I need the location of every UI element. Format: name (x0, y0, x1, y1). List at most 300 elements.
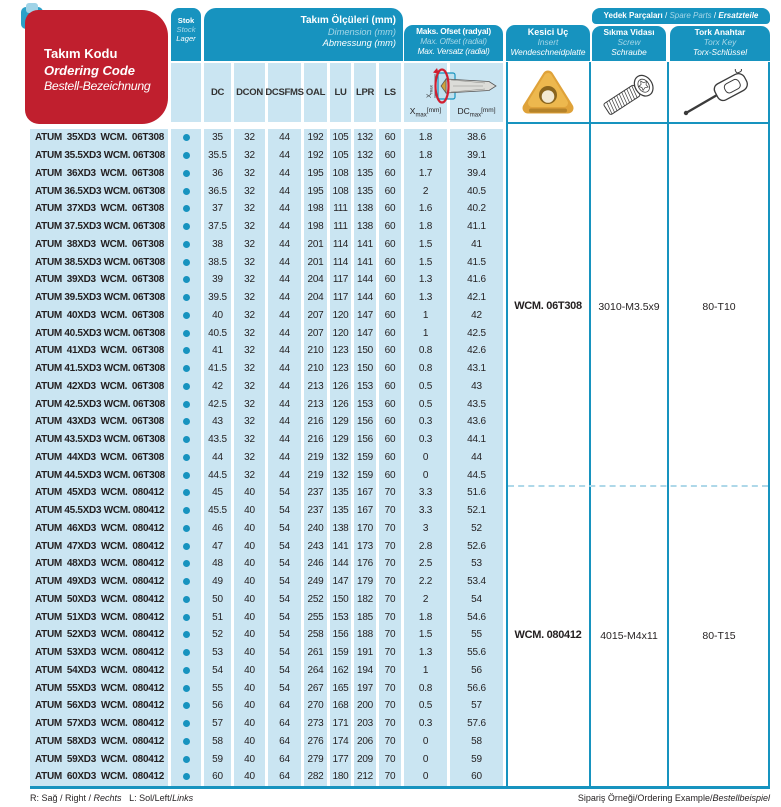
dimension-value-cell: 249 (307, 576, 324, 588)
ordering-code-cell: ATUM 40XD3 WCM. 06T308 (35, 309, 164, 321)
dimension-value-cell: 0.3 (418, 416, 433, 428)
dimension-value-cell: 156 (332, 629, 349, 641)
dimension-value-cell: 201 (307, 238, 324, 250)
dimension-value-cell: 53 (471, 558, 482, 570)
svg-text:Xmax: $X_{max}$ (426, 85, 434, 98)
dimension-value-cell: 32 (244, 469, 255, 481)
stock-dot (171, 507, 201, 514)
dimension-value-cell: 39.5 (208, 292, 227, 304)
dimension-value-cell: 150 (332, 593, 349, 605)
dimension-value-cell: 141 (356, 256, 374, 268)
dimension-value-cell: 38.6 (467, 132, 486, 144)
dimension-value-cell: 70 (384, 753, 396, 765)
dimension-value-cell: 41.1 (467, 221, 486, 233)
max-offset-diagram-icon (423, 64, 501, 108)
stock-dot (171, 454, 201, 461)
dimension-value-cell: 132 (356, 132, 374, 144)
dimension-value-cell: 54.6 (467, 611, 486, 623)
dimension-value-cell: 132 (332, 469, 349, 481)
dimension-value-cell: 0 (422, 469, 429, 481)
dimension-value-cell: 135 (356, 167, 374, 179)
column-header-dcon (234, 63, 265, 122)
dimension-value-cell: 60 (384, 398, 396, 410)
stock-subheader-cell (171, 63, 201, 122)
dimension-value-cell: 2.2 (418, 576, 433, 588)
stock-dot (171, 738, 201, 745)
dimension-value-cell: 60 (384, 380, 396, 392)
dimension-value-cell: 36 (212, 167, 223, 179)
table-row (30, 502, 503, 520)
dimension-value-cell: 51.6 (467, 487, 486, 499)
dimension-value-cell: 114 (332, 238, 349, 250)
dimension-value-cell: 43 (471, 380, 482, 392)
dimension-value-cell: 45.5 (208, 505, 227, 517)
dimension-value-cell: 36.5 (208, 185, 227, 197)
dimension-value-cell: 60 (384, 451, 396, 463)
dimension-value-cell: 54 (279, 505, 290, 517)
dimension-value-cell: 0 (422, 451, 429, 463)
dimension-value-cell: 1 (422, 664, 429, 676)
dimension-value-cell: 0.3 (418, 718, 433, 730)
dimension-value-cell: 40 (244, 771, 255, 783)
stock-dot (171, 720, 201, 727)
dimension-value-cell: 44 (279, 416, 290, 428)
dimension-value-cell: 255 (307, 611, 324, 623)
dimension-value-cell: 129 (332, 434, 349, 446)
stock-dot (171, 543, 201, 550)
spare-parts-label-de: Ersatzteile (718, 11, 759, 20)
dimension-value-cell: 44 (279, 398, 290, 410)
dimension-value-cell: 52.1 (467, 505, 486, 517)
table-row (30, 466, 503, 484)
dimension-value-cell: 108 (332, 185, 349, 197)
dimension-value-cell: 167 (356, 487, 374, 499)
dimension-value-cell: 135 (332, 487, 349, 499)
stock-label-tr: Stok (177, 16, 195, 25)
group1-torx-key-code: 80-T10 (702, 301, 736, 313)
dimension-value-cell: 70 (384, 505, 396, 517)
dimension-value-cell: 3.3 (418, 505, 433, 517)
dimension-value-cell: 147 (356, 309, 374, 321)
dimensions-label-en: Dimension (mm) (327, 27, 396, 37)
dimension-value-cell: 40 (244, 593, 255, 605)
stock-dot (171, 330, 201, 337)
dimension-value-cell: 120 (332, 327, 349, 339)
dimension-value-cell: 32 (244, 274, 255, 286)
table-row (30, 395, 503, 413)
ordering-code-cell: ATUM 36XD3 WCM. 06T308 (35, 167, 164, 179)
oal-label: OAL (305, 87, 326, 98)
dimension-value-cell: 57 (471, 700, 482, 712)
dimension-value-cell: 108 (332, 167, 349, 179)
group-divider-dashed-line (508, 485, 768, 487)
dimension-value-cell: 58 (212, 735, 223, 747)
stock-dot (171, 241, 201, 248)
stock-dot (171, 418, 201, 425)
dimension-value-cell: 40 (244, 576, 255, 588)
dimension-value-cell: 60 (384, 167, 396, 179)
dimension-value-cell: 153 (356, 380, 374, 392)
stock-dot (171, 472, 201, 479)
dimension-value-cell: 40 (212, 309, 223, 321)
stock-dot (171, 312, 201, 319)
dimension-value-cell: 282 (307, 771, 324, 783)
table-row (30, 129, 503, 147)
stock-dot (171, 667, 201, 674)
dimension-value-cell: 54 (279, 682, 290, 694)
dimension-value-cell: 43.5 (467, 398, 486, 410)
screw-icon (601, 71, 659, 117)
dimension-value-cell: 111 (333, 221, 348, 233)
dimension-value-cell: 43 (212, 416, 223, 428)
dimension-value-cell: 55 (212, 682, 223, 694)
dimension-value-cell: 40 (244, 558, 255, 570)
dimension-value-cell: 39 (212, 274, 223, 286)
dcsfms-label: DCSFMS (265, 87, 304, 98)
dimension-value-cell: 32 (244, 238, 255, 250)
dimension-value-cell: 153 (356, 398, 374, 410)
table-row (30, 342, 503, 360)
table-row (30, 289, 503, 307)
dimension-value-cell: 40 (244, 522, 255, 534)
dimension-value-cell: 44 (279, 150, 290, 162)
dimension-value-cell: 197 (356, 682, 374, 694)
dimension-value-cell: 70 (384, 700, 396, 712)
dimension-value-cell: 1.3 (418, 274, 433, 286)
dimension-value-cell: 54 (279, 664, 290, 676)
dimension-value-cell: 141 (356, 238, 374, 250)
dimension-value-cell: 191 (356, 647, 374, 659)
dimension-value-cell: 159 (332, 647, 349, 659)
dimension-value-cell: 32 (244, 416, 255, 428)
insert-header (506, 25, 590, 61)
dimension-value-cell: 42.6 (467, 345, 486, 357)
column-header-lu (330, 63, 351, 122)
dimension-value-cell: 192 (307, 132, 324, 144)
torx-key-label-tr: Tork Anahtar (694, 27, 746, 37)
dimension-value-cell: 0 (422, 753, 429, 765)
insert-column-left-border (506, 62, 508, 788)
spare-parts-header (592, 8, 770, 24)
stock-dot (171, 773, 201, 780)
ordering-code-cell: ATUM 42XD3 WCM. 06T308 (35, 380, 164, 392)
dimension-value-cell: 3 (422, 522, 429, 534)
dimension-value-cell: 52 (471, 522, 482, 534)
dimension-value-cell: 32 (244, 380, 255, 392)
dimension-value-cell: 32 (244, 327, 255, 339)
dimension-value-cell: 195 (307, 185, 324, 197)
ordering-code-cell: ATUM 45XD3 WCM. 080412 (35, 487, 164, 499)
separator: / (711, 11, 719, 20)
dimension-value-cell: 70 (384, 593, 396, 605)
dimension-value-cell: 70 (384, 647, 396, 659)
dimension-value-cell: 57.6 (467, 718, 486, 730)
dimension-value-cell: 168 (332, 700, 349, 712)
dimension-value-cell: 153 (332, 611, 349, 623)
dimension-value-cell: 64 (279, 718, 290, 730)
dimension-value-cell: 204 (307, 292, 324, 304)
dimension-value-cell: 40 (244, 487, 255, 499)
dimension-value-cell: 170 (356, 522, 374, 534)
dimension-value-cell: 219 (307, 469, 324, 481)
dimension-value-cell: 44 (279, 221, 290, 233)
dimension-value-cell: 1.5 (418, 256, 433, 268)
dimension-value-cell: 51 (212, 611, 223, 623)
stock-dot (171, 702, 201, 709)
dimension-value-cell: 41 (471, 238, 482, 250)
ordering-code-cell: ATUM 49XD3 WCM. 080412 (35, 576, 164, 588)
stock-label-en: Stock (176, 25, 196, 35)
dimension-value-cell: 207 (307, 309, 324, 321)
screw-label-en: Screw (617, 36, 641, 47)
table-row (30, 750, 503, 768)
ordering-code-cell: ATUM 36.5XD3 WCM. 06T308 (35, 185, 165, 197)
dimension-value-cell: 48 (212, 558, 223, 570)
xmax-label: $X_{max}[mm]$ (409, 106, 442, 119)
table-row (30, 662, 503, 680)
ordering-code-cell: ATUM 48XD3 WCM. 080412 (35, 558, 164, 570)
lpr-label: LPR (355, 87, 375, 98)
table-row (30, 253, 503, 271)
dimension-value-cell: 60 (384, 309, 396, 321)
dimension-value-cell: 44 (279, 167, 290, 179)
dimension-value-cell: 60 (384, 469, 396, 481)
stock-dot (171, 489, 201, 496)
dimension-value-cell: 64 (279, 735, 290, 747)
column-header-dc (204, 63, 231, 122)
dimension-value-cell: 126 (332, 380, 349, 392)
dimension-value-cell: 156 (356, 434, 374, 446)
dimension-value-cell: 0 (422, 771, 429, 783)
dimension-value-cell: 198 (307, 203, 324, 215)
ordering-code-cell: ATUM 43.5XD3 WCM. 06T308 (35, 434, 165, 446)
dimension-value-cell: 40 (244, 700, 255, 712)
dimension-value-cell: 0.5 (418, 398, 433, 410)
dimension-value-cell: 204 (307, 274, 324, 286)
ordering-code-cell: ATUM 50XD3 WCM. 080412 (35, 593, 164, 605)
dimension-value-cell: 2 (422, 185, 429, 197)
dimension-value-cell: 54 (279, 558, 290, 570)
dimension-value-cell: 206 (356, 735, 374, 747)
stock-dot (171, 436, 201, 443)
dimension-value-cell: 60 (384, 363, 396, 375)
table-row (30, 360, 503, 378)
dimension-value-cell: 240 (307, 522, 324, 534)
dimension-value-cell: 123 (332, 363, 349, 375)
dimension-value-cell: 1.8 (418, 221, 433, 233)
dimension-value-cell: 176 (356, 558, 374, 570)
dimension-value-cell: 1.8 (418, 132, 433, 144)
dimension-value-cell: 0.5 (418, 700, 433, 712)
dimension-value-cell: 64 (279, 753, 290, 765)
torx-key-label-en: Torx Key (703, 36, 737, 47)
dimension-value-cell: 55 (471, 629, 482, 641)
stock-dot (171, 365, 201, 372)
dimension-value-cell: 60 (471, 771, 482, 783)
stock-label-de: Lager (176, 34, 196, 44)
dimension-value-cell: 32 (244, 292, 255, 304)
dimension-value-cell: 59 (212, 753, 223, 765)
ordering-code-cell: ATUM 41XD3 WCM. 06T308 (35, 345, 164, 357)
ordering-code-cell: ATUM 54XD3 WCM. 080412 (35, 664, 164, 676)
dimension-value-cell: 60 (384, 345, 396, 357)
dimension-value-cell: 44 (279, 274, 290, 286)
torx-column-left-border (667, 62, 669, 788)
ordering-code-cell: ATUM 44.5XD3 WCM. 06T308 (35, 469, 165, 481)
dimension-value-cell: 44.5 (208, 469, 227, 481)
dimension-value-cell: 41.6 (467, 274, 486, 286)
dimension-value-cell: 46 (212, 522, 223, 534)
dimension-value-cell: 210 (307, 345, 324, 357)
dimension-value-cell: 132 (356, 150, 374, 162)
ordering-code-cell: ATUM 38XD3 WCM. 06T308 (35, 238, 164, 250)
table-row (30, 378, 503, 396)
dimension-value-cell: 270 (307, 700, 324, 712)
spare-parts-label-tr: Yedek Parçaları (603, 11, 663, 20)
screw-label-de: Schraube (611, 46, 647, 57)
dimension-value-cell: 40.5 (467, 185, 486, 197)
ordering-code-cell: ATUM 41.5XD3 WCM. 06T308 (35, 363, 165, 375)
dimension-value-cell: 53.4 (467, 576, 486, 588)
dimension-value-cell: 141 (332, 540, 349, 552)
ordering-code-header (25, 10, 168, 124)
dimension-value-cell: 42 (471, 309, 482, 321)
stock-dot (171, 756, 201, 763)
table-row (30, 182, 503, 200)
dimension-value-cell: 70 (384, 487, 396, 499)
dimension-value-cell: 212 (356, 771, 374, 783)
dimension-value-cell: 43.6 (467, 416, 486, 428)
table-row (30, 147, 503, 165)
dcmax-label: $DC_{max}[mm]$ (457, 106, 496, 119)
dimension-value-cell: 237 (307, 487, 324, 499)
hand-direction-note: R: Sağ / Right / Rechts L: Sol/Left/Links (30, 793, 194, 803)
dimension-value-cell: 42.5 (467, 327, 486, 339)
stock-dot (171, 223, 201, 230)
dimension-value-cell: 41 (212, 345, 223, 357)
dimension-value-cell: 54 (279, 611, 290, 623)
dimension-value-cell: 44 (279, 434, 290, 446)
dimension-value-cell: 32 (244, 363, 255, 375)
screw-label-tr: Sıkma Vidası (603, 27, 655, 37)
dimension-value-cell: 1.8 (418, 150, 433, 162)
dimension-value-cell: 55.6 (467, 647, 486, 659)
dimension-value-cell: 47 (212, 540, 223, 552)
dimension-value-cell: 70 (384, 558, 396, 570)
dimension-value-cell: 209 (356, 753, 374, 765)
ordering-code-cell: ATUM 58XD3 WCM. 080412 (35, 735, 164, 747)
dimension-value-cell: 43.1 (467, 363, 486, 375)
dimension-value-cell: 59 (471, 753, 482, 765)
insert-label-de: Wendeschneidplatte (510, 46, 586, 57)
table-row (30, 573, 503, 591)
stock-dot (171, 276, 201, 283)
dimension-value-cell: 40.2 (467, 203, 486, 215)
dimension-value-cell: 126 (332, 398, 349, 410)
dimension-value-cell: 60 (384, 185, 396, 197)
group1-screw-code: 3010-M3.5x9 (598, 301, 660, 313)
dimension-value-cell: 60 (384, 256, 396, 268)
dimension-value-cell: 57 (212, 718, 223, 730)
dimension-value-cell: 49 (212, 576, 223, 588)
table-row (30, 236, 503, 254)
insert-label-en: Insert (537, 36, 559, 47)
table-right-border (768, 62, 770, 788)
ordering-code-cell: ATUM 46XD3 WCM. 080412 (35, 522, 164, 534)
dimension-value-cell: 56.6 (467, 682, 486, 694)
dimension-value-cell: 60 (384, 416, 396, 428)
dimension-value-cell: 54 (279, 487, 290, 499)
dimension-value-cell: 32 (244, 167, 255, 179)
dimension-value-cell: 54 (279, 629, 290, 641)
dimension-value-cell: 32 (244, 256, 255, 268)
dimension-value-cell: 70 (384, 629, 396, 641)
dimension-value-cell: 0.8 (418, 363, 433, 375)
dimension-value-cell: 35.5 (208, 150, 227, 162)
dimension-value-cell: 40.5 (208, 327, 227, 339)
dimension-value-cell: 2.8 (418, 540, 433, 552)
dimension-value-cell: 1.6 (418, 203, 433, 215)
dimensions-header (204, 8, 403, 61)
stock-dot (171, 525, 201, 532)
dimension-value-cell: 39.1 (467, 150, 486, 162)
dimension-value-cell: 60 (384, 150, 396, 162)
spare-parts-label-en: Spare Parts (669, 11, 712, 20)
stock-dot (171, 134, 201, 141)
ordering-code-cell: ATUM 39.5XD3 WCM. 06T308 (35, 292, 165, 304)
dimension-value-cell: 32 (244, 203, 255, 215)
dimension-value-cell: 44 (212, 451, 223, 463)
stock-dot (171, 170, 201, 177)
dimension-value-cell: 44 (279, 380, 290, 392)
dimension-value-cell: 117 (332, 292, 349, 304)
group2-insert-code: WCM. 080412 (514, 629, 582, 641)
dimension-value-cell: 37.5 (208, 221, 227, 233)
max-offset-header (404, 25, 503, 61)
dimension-value-cell: 132 (332, 451, 349, 463)
ordering-code-cell: ATUM 44XD3 WCM. 06T308 (35, 451, 164, 463)
dimension-value-cell: 70 (384, 664, 396, 676)
dimension-value-cell: 252 (307, 593, 324, 605)
dimension-value-cell: 276 (307, 735, 324, 747)
dimension-value-cell: 150 (356, 345, 374, 357)
ordering-code-cell: ATUM 52XD3 WCM. 080412 (35, 629, 164, 641)
dimension-value-cell: 213 (307, 398, 324, 410)
column-header-ls (379, 63, 401, 122)
dimension-value-cell: 40 (244, 611, 255, 623)
dimension-value-cell: 44 (279, 203, 290, 215)
ls-label: LS (384, 87, 396, 98)
column-header-lpr (354, 63, 376, 122)
table-row (30, 449, 503, 467)
ordering-code-cell: ATUM 43XD3 WCM. 06T308 (35, 416, 164, 428)
dimension-value-cell: 1.7 (418, 167, 433, 179)
table-row (30, 626, 503, 644)
dimension-value-cell: 216 (307, 416, 324, 428)
dimension-value-cell: 40 (244, 682, 255, 694)
dimension-value-cell: 38 (212, 238, 223, 250)
stock-dot (171, 205, 201, 212)
dimension-value-cell: 159 (356, 451, 374, 463)
dimension-value-cell: 54 (471, 593, 482, 605)
dimension-value-cell: 171 (332, 718, 349, 730)
separator: / (662, 11, 670, 20)
dimension-value-cell: 70 (384, 682, 396, 694)
dimension-value-cell: 44 (279, 309, 290, 321)
stock-dot (171, 631, 201, 638)
dimension-value-cell: 32 (244, 185, 255, 197)
dimension-value-cell: 60 (384, 221, 396, 233)
